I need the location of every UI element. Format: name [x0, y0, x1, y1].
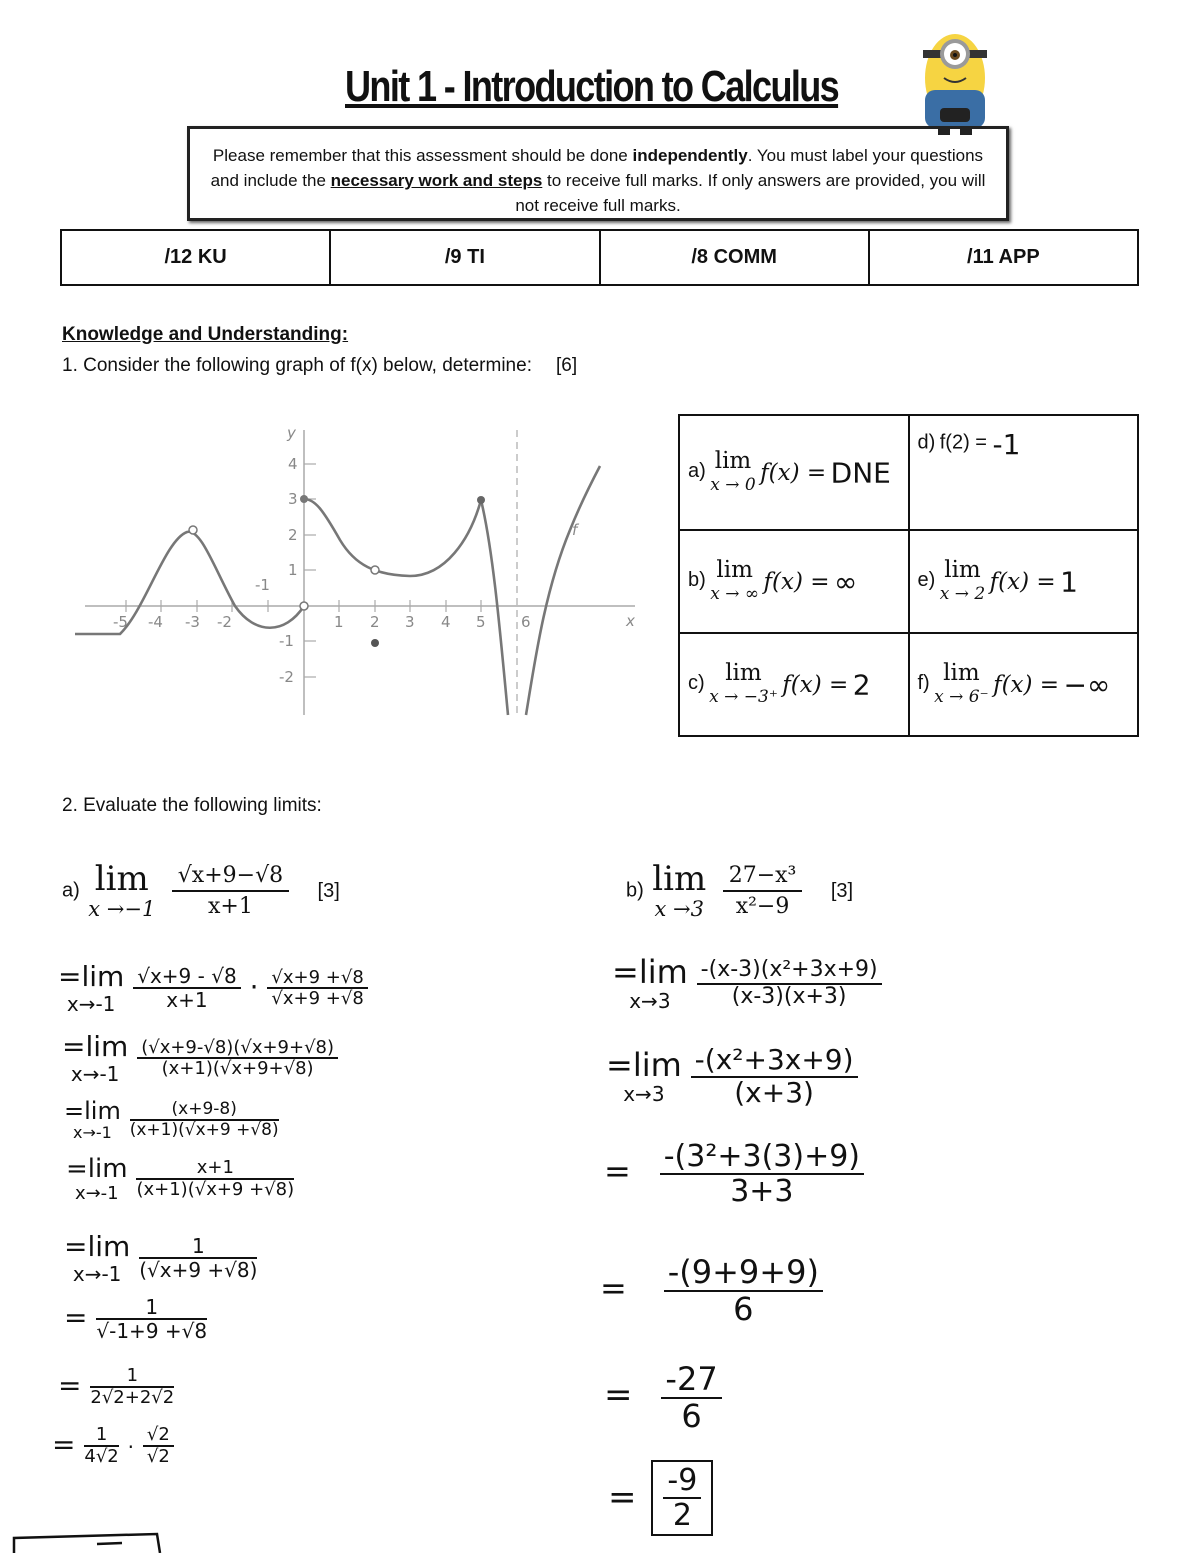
work-b-line-3: = $\frac{\text{-(3²+3(3)+9)}}{3+3}$ [604, 1140, 864, 1208]
limit-cell-d [909, 415, 1139, 530]
lim-operator: lim x → 6⁻ [934, 659, 989, 707]
open-point [189, 526, 197, 534]
lim-operator: lim x → 2 [939, 556, 986, 604]
lim-operator: lim x → −3⁺ [709, 659, 778, 707]
limit-cell-a [679, 415, 909, 530]
lim-operator: lim x → 0 [710, 447, 756, 495]
notice-text-1: Please remember that this assessment should be done [212, 146, 633, 165]
function-expr: f(x) = [989, 568, 1056, 595]
cell-label: e) [917, 568, 936, 591]
limit-cell-e [909, 530, 1139, 633]
work-a-line-4: =lim x→-1 $\frac{x+1}{(x+1)(√x+9 +√8)}$ [66, 1154, 295, 1204]
y-axis-label: y [287, 424, 296, 442]
limit-cell-b [679, 530, 909, 633]
x-tick-label: 6 [521, 613, 531, 631]
marks-app: /11 APP [869, 230, 1138, 285]
x-tick-label: -4 [148, 613, 163, 631]
notice-text-2: . You must label your questions and include the [210, 146, 984, 190]
work-a-line-2: =lim x→-1 $\frac{(√x+9-√8)(√x+9+√8)}{(x+1)(√x+9+√8)}$ [62, 1032, 338, 1085]
open-point [300, 602, 308, 610]
y-tick-label: 3 [288, 490, 298, 508]
problem-fraction: $\frac{\text{27−x³}}{\text{x²−9}}$ [723, 863, 803, 919]
lim-operator: lim x →3 [652, 859, 707, 921]
work-a-line-1: =lim x→-1 $\frac{√x+9 - √8}{x+1}$ · $\frac{√x+9 +√8}{√x+9 +√8}$ [58, 962, 368, 1015]
limit-cell-c [679, 633, 909, 736]
handwritten-answer: DNE [830, 456, 891, 489]
x-tick-label: 2 [370, 613, 380, 631]
question-1 [62, 355, 577, 377]
open-point [371, 566, 379, 574]
marks-table [60, 229, 1139, 286]
function-graph [75, 420, 645, 720]
work-a-line-8: = $\frac{1}{4√2}$ · $\frac{√2}{√2}$ [52, 1425, 174, 1467]
work-b-line-2: =lim x→3 $\frac{\text{-(x²+3x+9)}}{(x+3)}$ [606, 1045, 858, 1109]
work-a-line-7: = $\frac{1}{2√2+2√2}$ [58, 1365, 175, 1408]
lim-operator: lim x →−1 [88, 859, 156, 921]
curve-right-segment [526, 466, 600, 715]
x-tick-label: 1 [334, 613, 344, 631]
function-expr: f(x) = [763, 568, 830, 595]
x-axis-label: x [626, 612, 635, 630]
problem-label: b) [626, 879, 644, 902]
assessment-notice [187, 126, 1009, 221]
x-tick-label: 3 [405, 613, 415, 631]
marks-comm: /8 COMM [600, 230, 869, 285]
closed-point [477, 496, 485, 504]
final-answer-box: $\frac{-9}{2}$ [651, 1460, 713, 1536]
y-tick-label: -1 [279, 632, 294, 650]
work-a-line-3: =lim x→-1 $\frac{(x+9-8)}{(x+1)(√x+9 +√8)}$ [64, 1097, 279, 1143]
curve-label: f [572, 521, 578, 539]
handwritten-answer: 1 [1060, 565, 1078, 598]
curve-vertical-segment [481, 500, 508, 715]
section-heading: Knowledge and Understanding: [62, 324, 349, 345]
function-expr: f(x) = [782, 671, 849, 698]
problem-fraction: $\frac{√x+9-√8}{x+1}$ [172, 863, 289, 919]
question-1-marks: [6] [555, 355, 578, 376]
closed-point [371, 639, 379, 647]
work-a-line-6: = $\frac{1}{√-1+9 +√8}$ [64, 1295, 208, 1343]
notice-bold-independently: independently [632, 146, 748, 165]
problem-label: a) [62, 879, 80, 902]
lim-operator: lim x → ∞ [710, 556, 760, 604]
extra-label: -1 [255, 576, 270, 594]
y-tick-label: -2 [279, 668, 294, 686]
x-tick-label: -5 [113, 613, 128, 631]
minion-image [918, 24, 992, 136]
problem-a [62, 860, 340, 922]
x-tick-label: 4 [441, 613, 451, 631]
work-a-line-5: =lim x→-1 $\frac{1}{(√x+9 +√8)}$ [64, 1230, 258, 1286]
limits-answer-table [678, 414, 1139, 737]
notice-text-3: to receive full marks. If only answers are provided, you will not receive full marks. [515, 171, 986, 215]
cell-label: c) [688, 671, 705, 694]
problem-marks: [3] [830, 879, 854, 902]
x-tick-label: -3 [185, 613, 200, 631]
marks-ku: /12 KU [61, 230, 330, 285]
closed-point [300, 495, 308, 503]
handwritten-answer: ∞ [833, 565, 858, 598]
problem-marks: [3] [317, 879, 340, 902]
function-expr: f(x) = [993, 671, 1060, 698]
work-b-line-4: = $\frac{-(9+9+9)}{6}$ [600, 1255, 823, 1327]
question-2: 2. Evaluate the following limits: [62, 795, 322, 816]
limit-cell-f [909, 633, 1139, 736]
function-expr: f(x) = [760, 459, 827, 486]
handwritten-answer: -1 [992, 428, 1021, 461]
page-title: Unit 1 - Introduction to Calculus [345, 62, 839, 111]
cell-label: d) [917, 431, 936, 454]
cell-label: f) [917, 671, 930, 694]
question-1-text: 1. Consider the following graph of f(x) below, determine: [62, 355, 532, 376]
y-tick-label: 1 [288, 561, 298, 579]
notice-underline-work: necessary work and steps [330, 171, 543, 190]
y-tick-label: 2 [288, 526, 298, 544]
curve-middle-segment [304, 499, 481, 576]
work-b-line-5: = $\frac{-27}{6}$ [604, 1362, 722, 1434]
handwritten-answer: 2 [852, 668, 871, 701]
cell-text: f(2) = [939, 431, 993, 454]
y-tick-label: 4 [288, 455, 298, 473]
cell-label: a) [688, 459, 706, 482]
x-tick-label: 5 [476, 613, 486, 631]
cell-label: b) [688, 568, 706, 591]
work-b-line-1: =lim x→3 $\frac{\text{-(x-3)(x²+3x+9)}}{(x-3)(x+3)}$ [612, 955, 882, 1012]
marks-ti: /9 TI [330, 230, 599, 285]
answer-box-partial [12, 1530, 162, 1553]
work-b-line-6: = $\frac{-9}{2}$ [608, 1460, 713, 1536]
problem-b [626, 860, 853, 922]
x-tick-label: -2 [217, 613, 232, 631]
handwritten-answer: −∞ [1063, 668, 1111, 701]
